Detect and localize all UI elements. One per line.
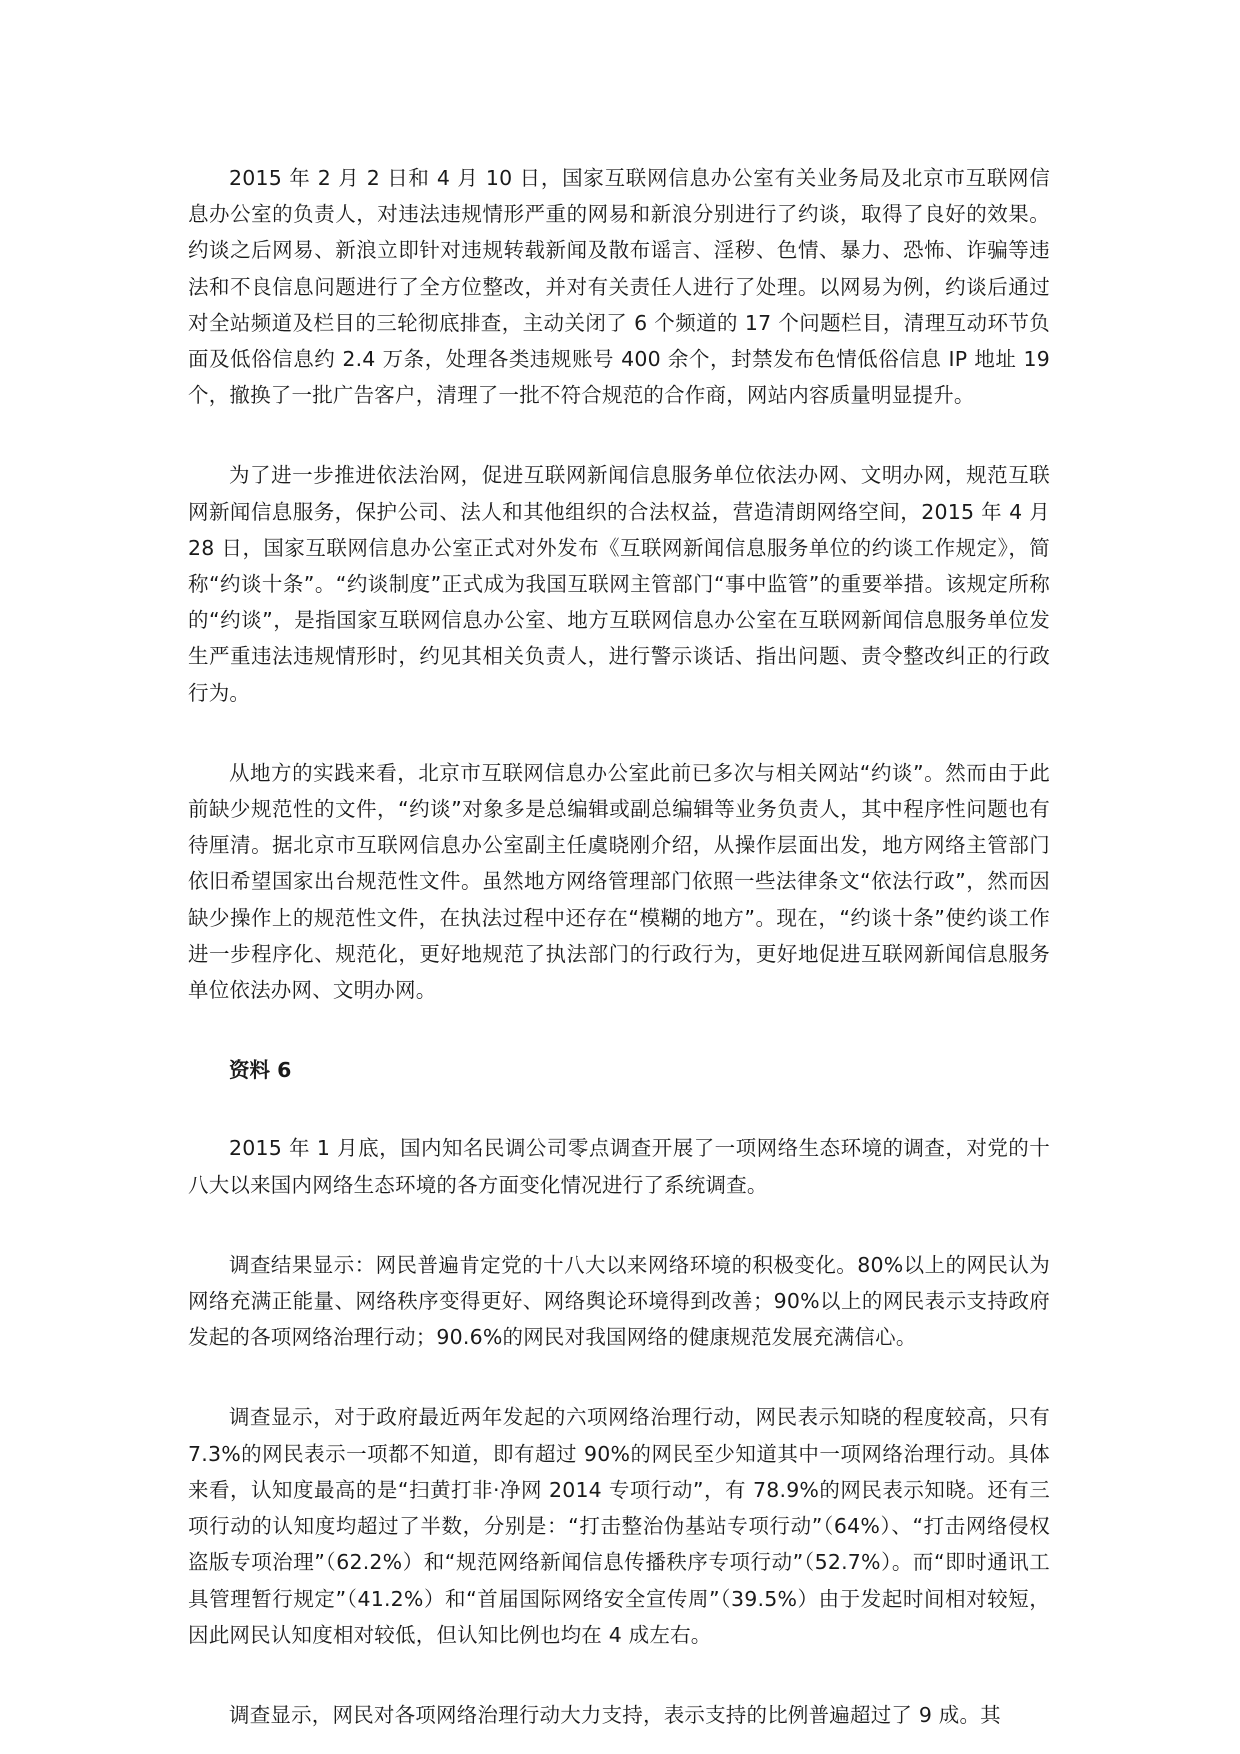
paragraph-1: 2015 年 2 月 2 日和 4 月 10 日，国家互联网信息办公室有关业务局及北京市互联网信息办公室的负责人，对违法违规情形严重的网易和新浪分别进行了约谈，取得了良好的效果。约谈之后网易、新浪立即针对违规转载新闻及散布谣言、淫秽、色情、暴力、恐怖、诈骗等违法和不良信息问题进行了全方位整改，并对有关责任人进行了处理。以网易为例，约谈后通过对全站频道及栏目的三轮彻底排查，主动关闭了 6 个频道的 17 个问题栏目，清理互动环节负面及低俗信息约 2.4 万条，处理各类违规账号 400 余个，封禁发布色情低俗信息 IP 地址 19 个，撤换了一批广告客户，清理了一批不符合规范的合作商，网站内容质量明显提升。 bbox=[188, 166, 1050, 408]
paragraph-3: 从地方的实践来看，北京市互联网信息办公室此前已多次与相关网站“约谈”。然而由于此前缺少规范性的文件，“约谈”对象多是总编辑或副总编辑等业务负责人，其中程序性问题也有待厘清。据北京市互联网信息办公室副主任虞晓刚介绍，从操作层面出发，地方网络主管部门依旧希望国家出台规范性文件。虽然地方网络管理部门依照一些法律条文“依法行政”，然而因缺少操作上的规范性文件，在执法过程中还存在“模糊的地方”。现在，“约谈十条”使约谈工作进一步程序化、规范化，更好地规范了执法部门的行政行为，更好地促进互联网新闻信息服务单位依法办网、文明办网。 bbox=[188, 760, 1050, 1003]
section-paragraph-2: 调查结果显示：网民普遍肯定党的十八大以来网络环境的积极变化。80%以上的网民认为网络充满正能量、网络秩序变得更好、网络舆论环境得到改善；90%以上的网民表示支持政府发起的各项网络治理行动；90.6%的网民对我国网络的健康规范发展充满信心。 bbox=[188, 1252, 1050, 1350]
document-page bbox=[188, 160, 1050, 1733]
section-paragraph-3: 调查显示，对于政府最近两年发起的六项网络治理行动，网民表示知晓的程度较高，只有 7.3%的网民表示一项都不知道，即有超过 90%的网民至少知道其中一项网络治理行动。具体来看，认知度最高的是“扫黄打非·净网 2014 专项行动”，有 78.9%的网民表示知晓。还有三项行动的认知度均超过了半数，分别是：“打击整治伪基站专项行动”（64%）、“打击网络侵权盗版专项治理”（62.2%）和“规范网络新闻信息传播秩序专项行动”（52.7%）。而“即时通讯工具管理暂行规定”（41.2%）和“首届国际网络安全宣传周”（39.5%）由于发起时间相对较短，因此网民认知度相对较低，但认知比例也均在 4 成左右。 bbox=[188, 1405, 1050, 1647]
paragraph-2: 为了进一步推进依法治网，促进互联网新闻信息服务单位依法办网、文明办网，规范互联网新闻信息服务，保护公司、法人和其他组织的合法权益，营造清朗网络空间，2015 年 4 月 28 日，国家互联网信息办公室正式对外发布《互联网新闻信息服务单位的约谈工作规定》，简称“约谈十条”。“约谈制度”正式成为我国互联网主管部门“事中监管”的重要举措。该规定所称的“约谈”，是指国家互联网信息办公室、地方互联网信息办公室在互联网新闻信息服务单位发生严重违法违规情形时，约见其相关负责人，进行警示谈话、指出问题、责令整改纠正的行政行为。 bbox=[188, 463, 1050, 705]
section-heading: 资料 6 bbox=[229, 1058, 292, 1083]
section-paragraph-1: 2015 年 1 月底，国内知名民调公司零点调查开展了一项网络生态环境的调查，对党的十八大以来国内网络生态环境的各方面变化情况进行了系统调查。 bbox=[188, 1136, 1050, 1197]
section-paragraph-4: 调查显示，网民对各项网络治理行动大力支持，表示支持的比例普遍超过了 9 成。其 bbox=[229, 1702, 1001, 1727]
